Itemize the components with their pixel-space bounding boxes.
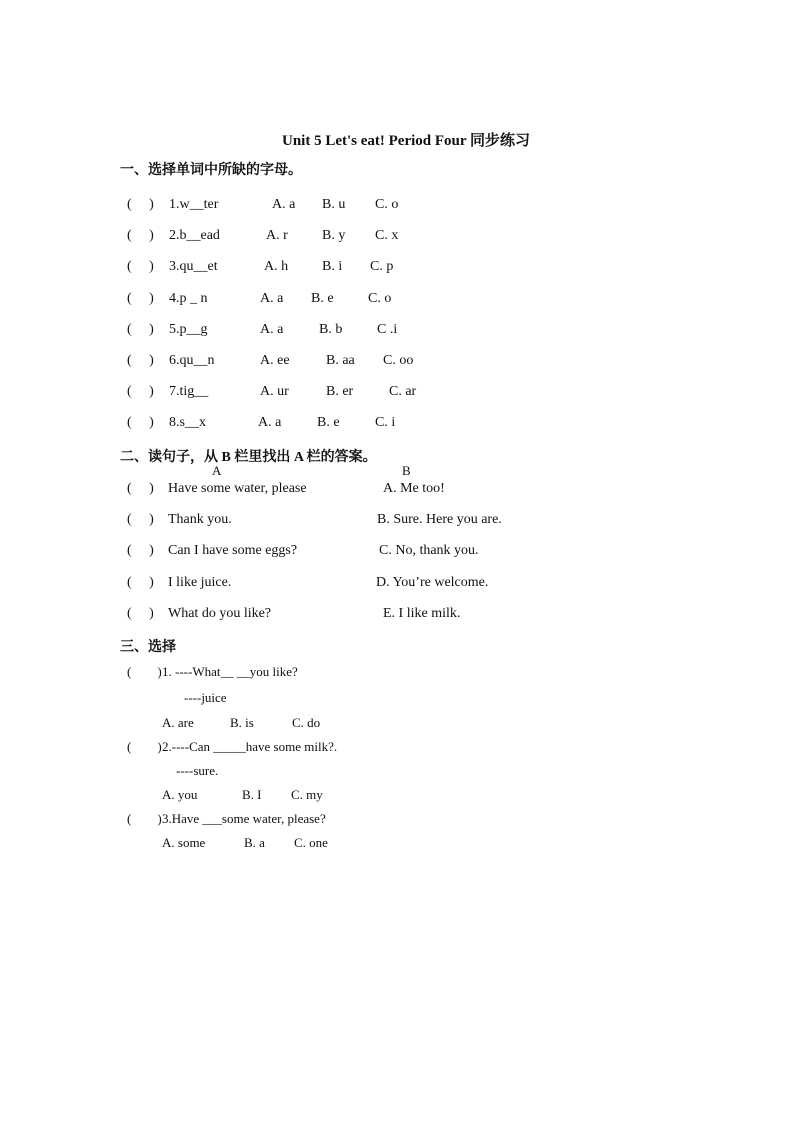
question-text: 2.b__ead <box>169 228 220 243</box>
option-b: B. u <box>322 197 346 212</box>
option-a: A. are <box>162 715 194 730</box>
answer-blank[interactable]: ( ) <box>127 739 162 754</box>
option-b: B. I <box>242 787 262 802</box>
answer-blank[interactable]: ( ) <box>127 384 154 399</box>
column-a-label: A <box>212 463 222 478</box>
option-a: A. ee <box>260 353 290 368</box>
question-text: 6.qu__n <box>169 353 215 368</box>
question-text: 1.w__ter <box>169 197 219 212</box>
column-b-text: C. No, thank you. <box>379 543 479 558</box>
option-b: B. y <box>322 228 346 243</box>
answer-blank[interactable]: ( ) <box>127 664 162 679</box>
question-text: 7.tig__ <box>169 384 209 399</box>
column-a-text: I like juice. <box>168 575 232 590</box>
question-text: 5.p__g <box>169 322 208 337</box>
question-text: 3.Have ___some water, please? <box>162 811 326 826</box>
section-3-heading: 三、选择 <box>120 640 176 655</box>
option-b: B. e <box>311 291 334 306</box>
answer-blank[interactable]: ( ) <box>127 353 154 368</box>
column-a-text: Have some water, please <box>168 481 307 496</box>
option-a: A. a <box>260 291 284 306</box>
option-c: C. oo <box>383 353 414 368</box>
question-text: 3.qu__et <box>169 259 218 274</box>
reply-text: ----juice <box>184 690 227 705</box>
option-b: B. a <box>244 835 265 850</box>
option-a: A. a <box>260 322 284 337</box>
answer-blank[interactable]: ( ) <box>127 811 162 826</box>
column-b-text: B. Sure. Here you are. <box>377 512 502 527</box>
column-b-text: A. Me too! <box>383 481 445 496</box>
column-b-label: B <box>402 463 411 478</box>
answer-blank[interactable]: ( ) <box>127 415 154 430</box>
option-c: C. my <box>291 787 323 802</box>
answer-blank[interactable]: ( ) <box>127 322 154 337</box>
answer-blank[interactable]: ( ) <box>127 291 154 306</box>
option-a: A. ur <box>260 384 289 399</box>
option-b: B. b <box>319 322 343 337</box>
answer-blank[interactable]: ( ) <box>127 512 154 527</box>
option-b: B. is <box>230 715 254 730</box>
option-c: C. p <box>370 259 394 274</box>
question-text: 4.p _ n <box>169 291 208 306</box>
option-c: C. x <box>375 228 399 243</box>
reply-text: ----sure. <box>176 763 219 778</box>
question-text: 1. ----What__ __you like? <box>162 664 298 679</box>
option-a: A. r <box>266 228 288 243</box>
option-a: A. a <box>258 415 282 430</box>
answer-blank[interactable]: ( ) <box>127 481 154 496</box>
answer-blank[interactable]: ( ) <box>127 228 154 243</box>
section-2-heading: 二、读句子，从 B 栏里找出 A 栏的答案。 <box>120 450 377 465</box>
question-text: 2.----Can _____have some milk?. <box>162 739 338 754</box>
option-a: A. you <box>162 787 198 802</box>
option-c: C. o <box>375 197 399 212</box>
answer-blank[interactable]: ( ) <box>127 259 154 274</box>
option-c: C .i <box>377 322 398 337</box>
option-c: C. one <box>294 835 328 850</box>
column-a-text: Can I have some eggs? <box>168 543 298 558</box>
section-1-heading: 一、选择单词中所缺的字母。 <box>120 163 302 178</box>
question-text: 8.s__x <box>169 415 206 430</box>
option-c: C. o <box>368 291 392 306</box>
answer-blank[interactable]: ( ) <box>127 543 154 558</box>
option-b: B. i <box>322 259 343 274</box>
option-c: C. ar <box>389 384 417 399</box>
answer-blank[interactable]: ( ) <box>127 606 154 621</box>
option-b: B. aa <box>326 353 355 368</box>
column-b-text: D. You’re welcome. <box>376 575 489 590</box>
column-b-text: E. I like milk. <box>383 606 461 621</box>
answer-blank[interactable]: ( ) <box>127 575 154 590</box>
answer-blank[interactable]: ( ) <box>127 197 154 212</box>
option-a: A. a <box>272 197 296 212</box>
option-b: B. e <box>317 415 340 430</box>
column-a-text: Thank you. <box>168 512 232 527</box>
option-c: C. do <box>292 715 321 730</box>
page-title: Unit 5 Let's eat! Period Four 同步练习 <box>282 133 531 149</box>
option-a: A. h <box>264 259 289 274</box>
option-b: B. er <box>326 384 354 399</box>
column-a-text: What do you like? <box>168 606 272 621</box>
option-c: C. i <box>375 415 396 430</box>
option-a: A. some <box>162 835 206 850</box>
